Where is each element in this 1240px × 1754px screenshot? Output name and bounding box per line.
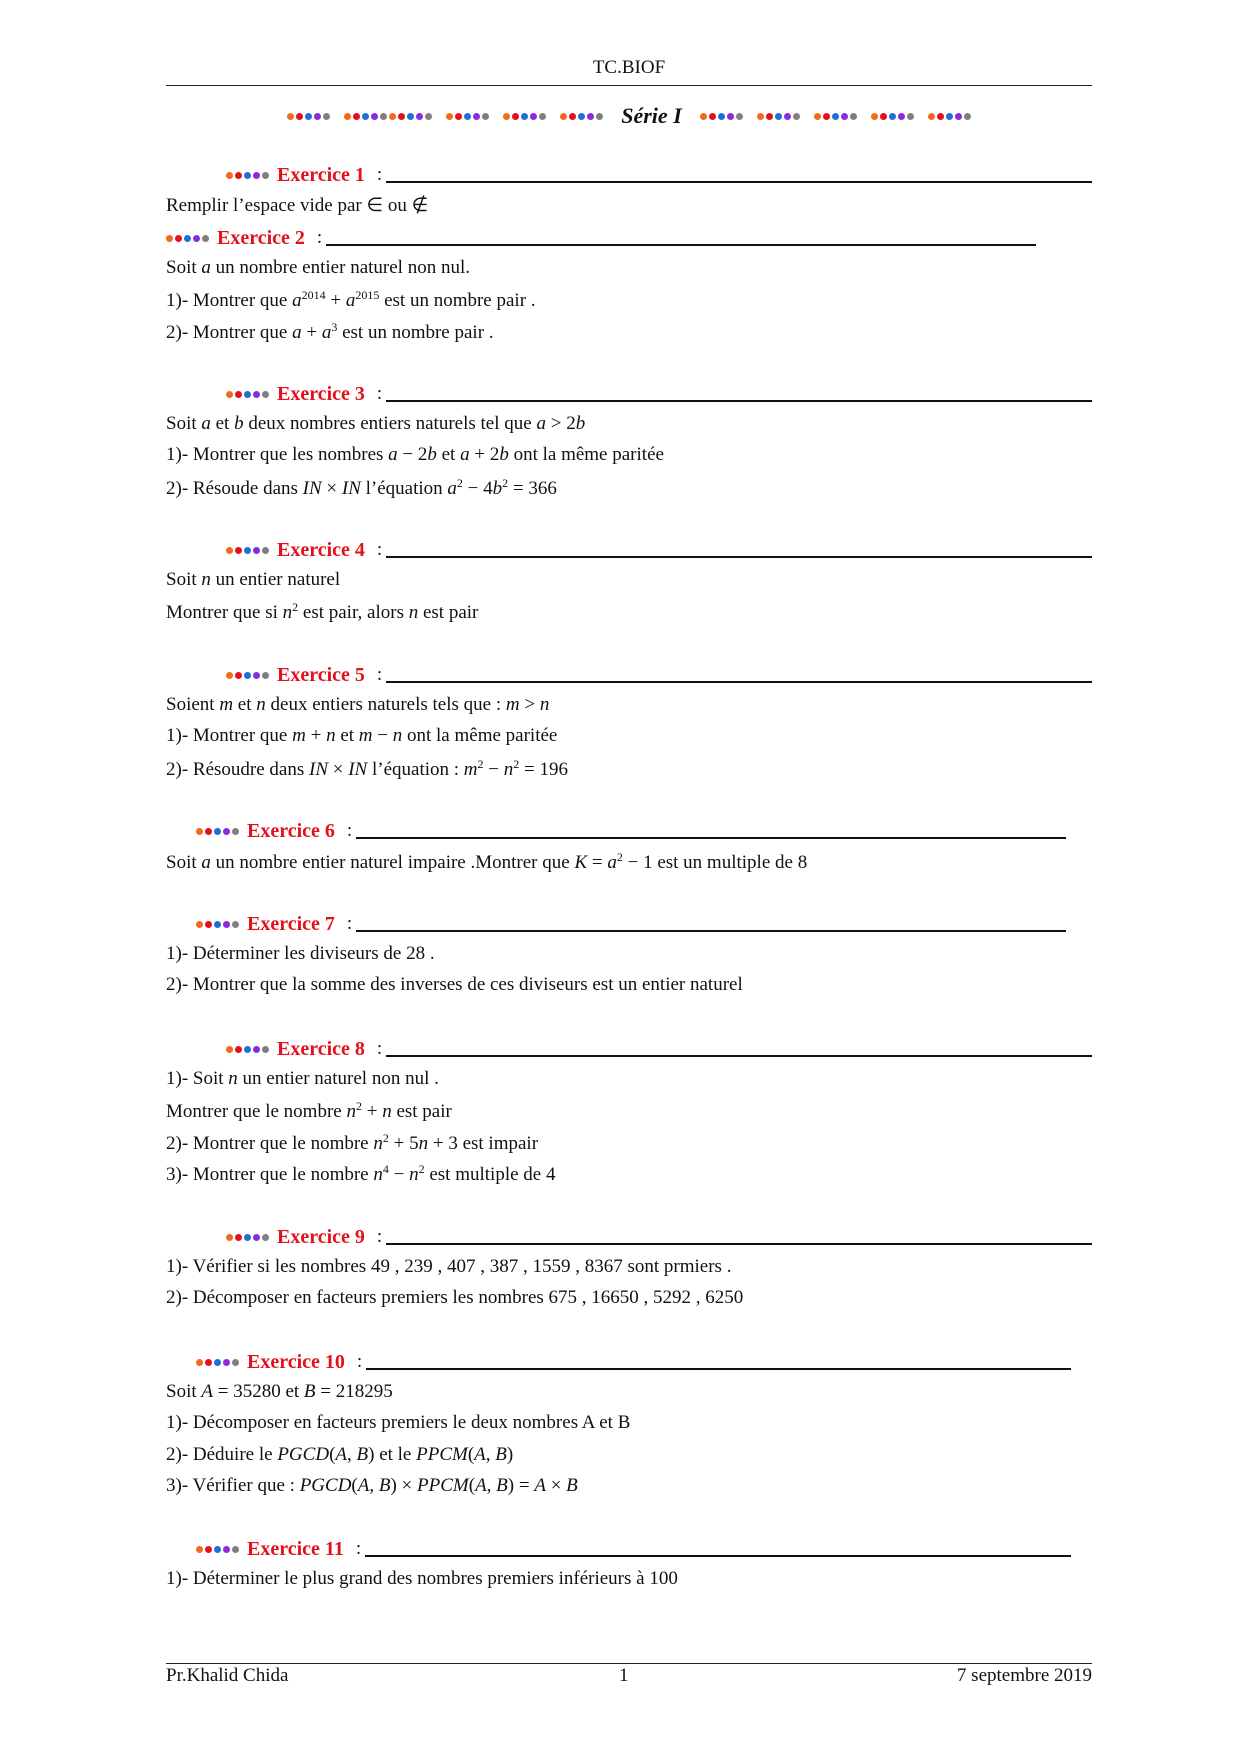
dots-decoration — [226, 1234, 269, 1241]
exercise-text-line: 1)- Vérifier si les nombres 49 , 239 , 407 , 387 , 1559 , 8367 sont prmiers . — [166, 1256, 732, 1277]
footer-rule — [166, 1663, 1092, 1664]
dot-icon — [244, 672, 251, 679]
dot-icon — [587, 113, 594, 120]
dot-icon — [244, 1234, 251, 1241]
dot-icon — [889, 113, 896, 120]
exercise-rule — [386, 681, 1092, 683]
dot-icon — [898, 113, 905, 120]
dot-icon — [850, 113, 857, 120]
dot-icon — [503, 113, 510, 120]
exercise-text-line: 2)- Montrer que la somme des inverses de ces diviseurs est un entier naturel — [166, 974, 743, 996]
dot-icon — [193, 235, 200, 242]
exercise-heading — [226, 1036, 382, 1062]
dot-icon — [955, 113, 962, 120]
dot-icon — [305, 113, 312, 120]
dots-decoration — [196, 1546, 239, 1553]
dot-icon — [832, 113, 839, 120]
dots-decoration — [700, 113, 743, 120]
dot-icon — [175, 235, 182, 242]
dot-icon — [235, 672, 242, 679]
exercise-text-line: 2)- Montrer que le nombre $n^2 + 5n + 3$ est impair — [166, 1130, 539, 1154]
dot-icon — [253, 1234, 260, 1241]
exercise-text-line: Soit a et b deux nombres entiers naturels tel que a > 2b — [166, 413, 586, 434]
exercise-colon: : — [376, 664, 383, 685]
exercise-label: Exercice 8 — [277, 1037, 365, 1060]
dot-icon — [727, 113, 734, 120]
dots-decoration — [196, 828, 239, 835]
dot-icon — [205, 921, 212, 928]
dot-icon — [232, 1359, 239, 1366]
exercise-text-line: 1)- Déterminer les diviseurs de 28 . — [166, 943, 435, 964]
dot-icon — [416, 113, 423, 120]
exercise-text-line: Soit a un nombre entier naturel non nul. — [166, 257, 470, 278]
dot-icon — [880, 113, 887, 120]
dot-icon — [196, 1546, 203, 1553]
exercise-label: Exercice 10 — [247, 1350, 345, 1373]
dot-icon — [223, 1546, 230, 1553]
exercise-rule — [386, 1055, 1092, 1057]
header-rule — [166, 85, 1092, 86]
exercise-label: Exercice 5 — [277, 663, 365, 686]
dot-icon — [232, 828, 239, 835]
dot-icon — [262, 172, 269, 179]
exercise-text-line: 3)- Montrer que le nombre $n^4 - n^2$ est multiple de 4 — [166, 1161, 556, 1185]
dot-icon — [296, 113, 303, 120]
dot-icon — [823, 113, 830, 120]
dot-icon — [287, 113, 294, 120]
exercise-label: Exercice 6 — [247, 819, 335, 842]
dot-icon — [226, 672, 233, 679]
exercise-heading — [226, 381, 382, 407]
dot-icon — [235, 172, 242, 179]
dots-decoration — [814, 113, 857, 120]
dot-icon — [205, 828, 212, 835]
dots-decoration — [871, 113, 914, 120]
dot-icon — [262, 547, 269, 554]
dot-icon — [946, 113, 953, 120]
dot-icon — [512, 113, 519, 120]
dots-decoration — [928, 113, 971, 120]
exercise-colon: : — [356, 1351, 363, 1372]
dot-icon — [766, 113, 773, 120]
dot-icon — [202, 235, 209, 242]
exercise-text-line: 2)- Déduire le PGCD(A, B) et le PPCM(A, B) — [166, 1443, 514, 1465]
dot-icon — [253, 172, 260, 179]
dot-icon — [244, 547, 251, 554]
dot-icon — [596, 113, 603, 120]
dot-icon — [262, 672, 269, 679]
dot-icon — [184, 235, 191, 242]
dot-icon — [226, 1234, 233, 1241]
exercise-rule — [386, 1243, 1092, 1245]
dot-icon — [464, 113, 471, 120]
footer-page-number: 1 — [619, 1665, 629, 1686]
dot-icon — [569, 113, 576, 120]
dot-icon — [389, 113, 396, 120]
dot-icon — [700, 113, 707, 120]
dot-icon — [323, 113, 330, 120]
exercise-text-line: 1)- Soit n un entier naturel non nul . — [166, 1068, 439, 1089]
dot-icon — [371, 113, 378, 120]
dot-icon — [223, 921, 230, 928]
exercise-heading — [226, 537, 382, 563]
footer-date: 7 septembre 2019 — [956, 1665, 1092, 1686]
exercise-label: Exercice 1 — [277, 163, 365, 186]
exercise-colon: : — [355, 1538, 362, 1559]
dot-icon — [784, 113, 791, 120]
exercise-heading — [196, 1349, 362, 1375]
exercise-heading — [196, 818, 352, 844]
dot-icon — [223, 828, 230, 835]
dots-decoration — [287, 113, 330, 120]
exercise-text-line: 2)- Résoudre dans IN × IN l’équation : $m^2 - n^2 = 196$ — [166, 756, 568, 780]
dot-icon — [232, 921, 239, 928]
exercise-heading — [196, 911, 352, 937]
dot-icon — [814, 113, 821, 120]
exercise-text-line: 1)- Montrer que les nombres a − 2b et a + 2b ont la même paritée — [166, 444, 664, 466]
dot-icon — [757, 113, 764, 120]
exercise-text-line: 1)- Décomposer en facteurs premiers le deux nombres A et B — [166, 1412, 631, 1434]
dots-decoration — [166, 235, 209, 242]
exercise-text-line: Soit n un entier naturel — [166, 569, 341, 590]
dots-decoration — [226, 1046, 269, 1053]
dot-icon — [380, 113, 387, 120]
exercise-text-line: 1)- Montrer que $a^{2014} + a^{2015}$ est un nombre pair . — [166, 288, 536, 312]
exercise-text-line: 3)- Vérifier que : PGCD(A, B) × PPCM(A, B) = A × B — [166, 1474, 578, 1496]
dot-icon — [196, 921, 203, 928]
exercise-colon: : — [376, 1038, 383, 1059]
exercise-heading — [226, 1224, 382, 1250]
exercise-label: Exercice 4 — [277, 538, 365, 561]
dot-icon — [314, 113, 321, 120]
exercise-rule — [386, 556, 1092, 558]
exercise-colon: : — [376, 539, 383, 560]
exercise-colon: : — [376, 1226, 383, 1247]
dot-icon — [446, 113, 453, 120]
dot-icon — [775, 113, 782, 120]
exercise-label: Exercice 2 — [217, 226, 305, 249]
dot-icon — [793, 113, 800, 120]
dot-icon — [530, 113, 537, 120]
exercise-rule — [326, 244, 1036, 246]
dot-icon — [235, 1046, 242, 1053]
dots-decoration — [503, 113, 546, 120]
exercise-text-line: Soit a un nombre entier naturel impaire .Montrer que $K = a^2 - 1$ est un multiple de 8 — [166, 850, 808, 873]
exercise-text-line: Montrer que le nombre $n^2 + n$ est pair — [166, 1099, 452, 1123]
exercise-colon: : — [346, 820, 353, 841]
exercise-rule — [386, 181, 1092, 183]
dot-icon — [841, 113, 848, 120]
dot-icon — [244, 1046, 251, 1053]
exercise-rule — [366, 1368, 1071, 1370]
document-page — [166, 0, 1092, 1754]
exercise-colon: : — [376, 164, 383, 185]
dot-icon — [214, 1546, 221, 1553]
dot-icon — [344, 113, 351, 120]
dot-icon — [214, 1359, 221, 1366]
dot-icon — [232, 1546, 239, 1553]
dot-icon — [244, 172, 251, 179]
dot-icon — [718, 113, 725, 120]
dot-icon — [262, 1234, 269, 1241]
dot-icon — [166, 235, 173, 242]
dot-icon — [235, 391, 242, 398]
dot-icon — [262, 1046, 269, 1053]
dot-icon — [244, 391, 251, 398]
exercise-colon: : — [316, 227, 323, 248]
dot-icon — [353, 113, 360, 120]
exercise-text-line: Soient m et n deux entiers naturels tels que : m > n — [166, 694, 550, 715]
dot-icon — [482, 113, 489, 120]
exercise-text-line: 2)- Résoude dans IN × IN l’équation $a^2 - 4b^2 = 366$ — [166, 475, 557, 499]
dots-decoration — [560, 113, 603, 120]
exercise-heading — [226, 162, 382, 188]
exercise-text-line: 1)- Montrer que m + n et m − n ont la même paritée — [166, 725, 558, 747]
dot-icon — [235, 1234, 242, 1241]
dots-decoration — [226, 172, 269, 179]
footer-author: Pr.Khalid Chida — [166, 1665, 289, 1686]
dot-icon — [473, 113, 480, 120]
exercise-colon: : — [376, 383, 383, 404]
dot-icon — [964, 113, 971, 120]
exercise-label: Exercice 3 — [277, 382, 365, 405]
exercise-text-line: 1)- Déterminer le plus grand des nombres premiers inférieurs à 100 — [166, 1568, 678, 1589]
exercise-text-line: Montrer que si $n^2$ est pair, alors n est pair — [166, 600, 479, 624]
dot-icon — [937, 113, 944, 120]
exercise-text-line: Remplir l’espace vide par ∈ ou ∉ — [166, 195, 429, 216]
dot-icon — [214, 828, 221, 835]
exercise-text-line: Soit A = 35280 et B = 218295 — [166, 1381, 393, 1402]
dot-icon — [736, 113, 743, 120]
dot-icon — [253, 391, 260, 398]
exercise-heading — [166, 225, 322, 251]
dot-icon — [253, 547, 260, 554]
exercise-colon: : — [346, 913, 353, 934]
dot-icon — [226, 547, 233, 554]
exercise-label: Exercice 7 — [247, 912, 335, 935]
exercise-rule — [356, 930, 1066, 932]
dots-decoration — [226, 391, 269, 398]
exercise-rule — [365, 1555, 1071, 1557]
dot-icon — [398, 113, 405, 120]
dots-decoration — [226, 547, 269, 554]
dot-icon — [205, 1546, 212, 1553]
exercise-text-line: 2)- Montrer que $a + a^3$ est un nombre pair . — [166, 319, 494, 343]
dot-icon — [226, 1046, 233, 1053]
dot-icon — [578, 113, 585, 120]
dot-icon — [455, 113, 462, 120]
dots-decoration — [196, 921, 239, 928]
dot-icon — [539, 113, 546, 120]
dot-icon — [235, 547, 242, 554]
dot-icon — [253, 1046, 260, 1053]
dot-icon — [362, 113, 369, 120]
dots-decoration — [757, 113, 800, 120]
dots-decoration — [196, 1359, 239, 1366]
serie-title: Série I — [621, 103, 682, 128]
dots-decoration — [344, 113, 432, 120]
exercise-label: Exercice 9 — [277, 1225, 365, 1248]
dot-icon — [253, 672, 260, 679]
dot-icon — [407, 113, 414, 120]
serie-title-row — [166, 98, 1092, 134]
dot-icon — [226, 391, 233, 398]
dot-icon — [871, 113, 878, 120]
exercise-heading — [196, 1536, 361, 1562]
dot-icon — [262, 391, 269, 398]
dot-icon — [709, 113, 716, 120]
dot-icon — [907, 113, 914, 120]
dot-icon — [196, 1359, 203, 1366]
dot-icon — [214, 921, 221, 928]
exercise-text-line: 2)- Décomposer en facteurs premiers les nombres 675 , 16650 , 5292 , 6250 — [166, 1287, 744, 1309]
exercise-heading — [226, 662, 382, 688]
page-header: TC.BIOF — [592, 57, 666, 78]
dot-icon — [928, 113, 935, 120]
dot-icon — [196, 828, 203, 835]
dots-decoration — [446, 113, 489, 120]
exercise-label: Exercice 11 — [247, 1537, 344, 1560]
exercise-rule — [356, 837, 1066, 839]
dot-icon — [205, 1359, 212, 1366]
dot-icon — [560, 113, 567, 120]
dot-icon — [425, 113, 432, 120]
dot-icon — [226, 172, 233, 179]
dot-icon — [223, 1359, 230, 1366]
dot-icon — [521, 113, 528, 120]
dots-decoration — [226, 672, 269, 679]
exercise-rule — [386, 400, 1092, 402]
